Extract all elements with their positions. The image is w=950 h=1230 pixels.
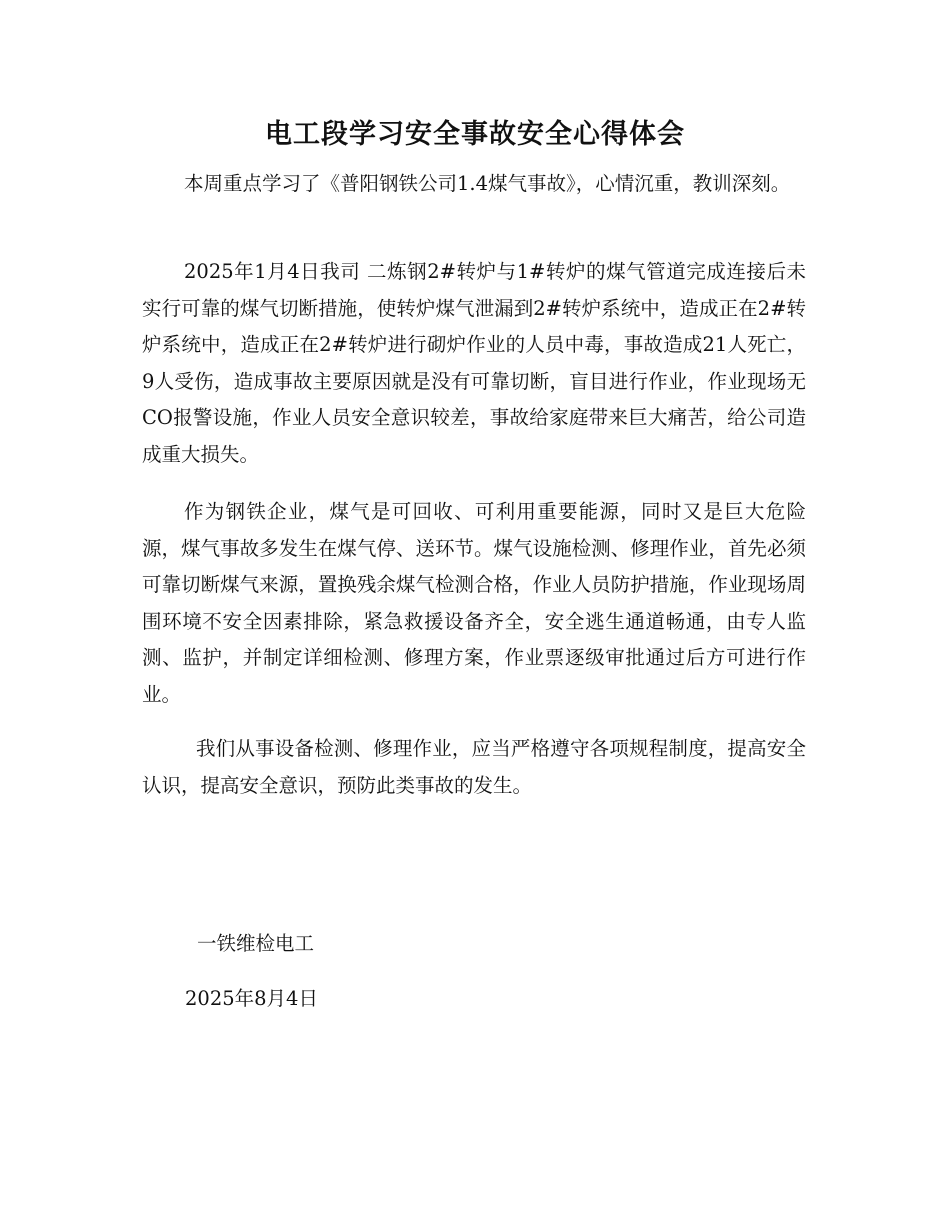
signature-date: 2025年8月4日 [185, 987, 318, 1010]
paragraph-incident: 2025年1月4日我司 二炼钢2#转炉与1#转炉的煤气管道完成连接后未实行可靠的煤气切断措施，使转炉煤气泄漏到2#转炉系统中，造成正在2#转炉系统中，造成正在2#转炉进行砌炉作业的人员中毒，事故造成21人死亡，9人受伤，造成事故主要原因就是没有可靠切断，盲目进行作业，作业现场无CO报警设施，作业人员安全意识较差，事故给家庭带来巨大痛苦，给公司造成重大损失。 [142, 260, 806, 466]
paragraph-analysis: 作为钢铁企业，煤气是可回收、可利用重要能源，同时又是巨大危险源，煤气事故多发生在煤气停、送环节。煤气设施检测、修理作业，首先必须可靠切断煤气来源，置换残余煤气检测合格，作业人员防护措施，作业现场周围环境不安全因素排除，紧急救援设备齐全，安全逃生通道畅通，由专人监测、监护，并制定详细检测、修理方案，作业票逐级审批通过后方可进行作业。 [142, 500, 806, 706]
paragraph-conclusion: 我们从事设备检测、修理作业，应当严格遵守各项规程制度，提高安全认识，提高安全意识，预防此类事故的发生。 [142, 737, 806, 797]
document-title: 电工段学习安全事故安全心得体会 [265, 119, 685, 150]
paragraph-intro: 本周重点学习了《普阳钢铁公司1.4煤气事故》，心情沉重，教训深刻。 [184, 172, 791, 195]
signature-organization: 一铁维检电工 [197, 932, 315, 955]
